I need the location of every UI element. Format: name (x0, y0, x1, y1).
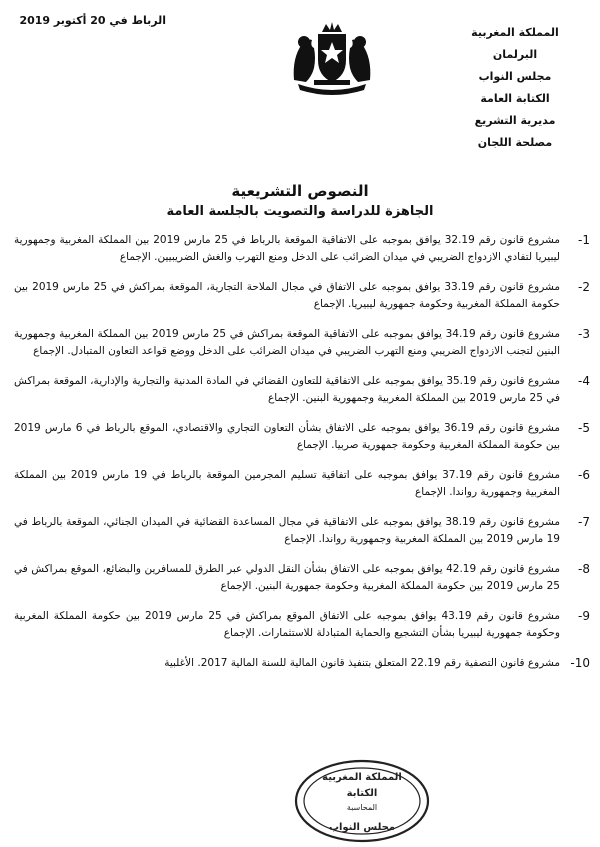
list-item (14, 326, 590, 360)
org-line-service: مصلحة اللجان (477, 136, 553, 149)
item-text: مشروع قانون رقم 32.19 يوافق بموجبه على الاتفاقية الموقعة بالرباط في 25 مارس 2019 بين المملكة المغربية وجمهورية ليبيريا لتفادي الازدواج الضريبي في ميدان الضرائب على الدخل ومنع التهرب والغش الضريبيين. الإجماع (14, 234, 561, 263)
org-line-kingdom: المملكة المغربية (471, 26, 559, 39)
item-text: مشروع قانون التصفية رقم 22.19 المتعلق بتنفيذ قانون المالية للسنة المالية 2017. الأغلبية (164, 657, 560, 669)
title-sub: الجاهزة للدراسة والتصويت بالجلسة العامة (166, 204, 434, 219)
title-main: النصوص التشريعية (231, 182, 369, 200)
org-line-secretariat: الكتابة العامة (480, 92, 550, 105)
stamp-line-house: مجلس النواب (328, 822, 396, 833)
org-line-parliament: البرلمان (492, 48, 538, 61)
list-item (14, 514, 590, 548)
legislative-items-list (14, 232, 590, 672)
list-item (14, 655, 590, 672)
item-text: مشروع قانون رقم 37.19 يوافق بموجبه على اتفاقية تسليم المجرمين الموقعة بالرباط في 19 مارس 2019 بين المملكة المغربية وجمهورية رواندا. الإجماع (14, 469, 561, 498)
item-number: 7- (578, 515, 590, 529)
item-number: 2- (578, 280, 590, 294)
item-text: مشروع قانون رقم 43.19 يوافق بموجبه على الاتفاق الموقع بمراكش في 25 مارس 2019 بين حكومة المملكة المغربية وحكومة جمهورية ليبيريا بشأن التشجيع والحماية المتبادلة للاستثمارات. الإجماع (14, 610, 560, 639)
document-title (0, 180, 600, 222)
item-text: مشروع قانون رقم 38.19 يوافق بموجبه على الاتفاقية في مجال المساعدة القضائية في الميدان الجنائي، الموقعة بالرباط في 19 مارس 2019 بين المملكة المغربية وجمهورية رواندا. الإجماع (14, 516, 560, 545)
coat-of-arms-icon (284, 18, 380, 100)
item-number: 9- (578, 609, 590, 623)
item-text: مشروع قانون رقم 36.19 يوافق بموجبه على الاتفاق بشأن التعاون التجاري والاقتصادي، الموقع بالرباط في 6 مارس 2019 بين حكومة المملكة المغربية وحكومة جمهورية صربيا. الإجماع (14, 422, 560, 451)
item-number: 8- (578, 562, 590, 576)
list-item (14, 373, 590, 407)
list-item (14, 561, 590, 595)
stamp-line-kingdom: المملكة المغربية (322, 772, 402, 783)
org-line-directorate: مديرية التشريع (474, 114, 556, 127)
list-item (14, 279, 590, 313)
list-item (14, 467, 590, 501)
stamp-line-accounting: المحاسبة (346, 803, 378, 812)
item-text: مشروع قانون رقم 35.19 يوافق بموجبه على الاتفاقية للتعاون القضائي في المادة المدنية والتجارية والإدارية، الموقعة بمراكش في 25 مارس 2019 بين المملكة المغربية وجمهورية البنين. الإجماع (14, 375, 560, 404)
list-item (14, 608, 590, 642)
item-number: 4- (578, 374, 590, 388)
item-number: 10- (570, 656, 590, 670)
item-number: 6- (578, 468, 590, 482)
list-item (14, 232, 590, 266)
item-text: مشروع قانون رقم 34.19 يوافق بموجبه على الاتفاقية الموقعة بمراكش في 25 مارس 2019 بين المملكة المغربية وجمهورية البنين لتجنب الازدواج الضريبي ومنع التهرب الضريبي في ميدان الضرائب على الدخل ووضع قواعد التعاون المتبادل. الإجماع (14, 328, 561, 357)
item-number: 3- (578, 327, 590, 341)
item-number: 1- (578, 233, 590, 247)
stamp-line-secretariat: الكتابة (346, 788, 378, 799)
item-text: مشروع قانون رقم 33.19 يوافق بموجبه على الاتفاق في مجال الملاحة التجارية، الموقعة بمراكش في 25 مارس 2019 بين حكومة المملكة المغربية وحكومة جمهورية ليبيريا. الإجماع (14, 281, 561, 310)
item-number: 5- (578, 421, 590, 435)
item-text: مشروع قانون رقم 42.19 يوافق بموجبه على الاتفاق بشأن النقل الدولي عبر الطرق للمسافرين والبضائع، الموقع بمراكش في 25 مارس 2019 بين حكومة المملكة المغربية وحكومة جمهورية البنين. الإجماع (14, 563, 560, 592)
document-date: الرباط في 20 أكتوبر 2019 (19, 14, 166, 27)
org-line-house: مجلس النواب (478, 70, 552, 83)
list-item (14, 420, 590, 454)
official-stamp-icon (292, 758, 432, 844)
issuing-authority (440, 22, 590, 154)
